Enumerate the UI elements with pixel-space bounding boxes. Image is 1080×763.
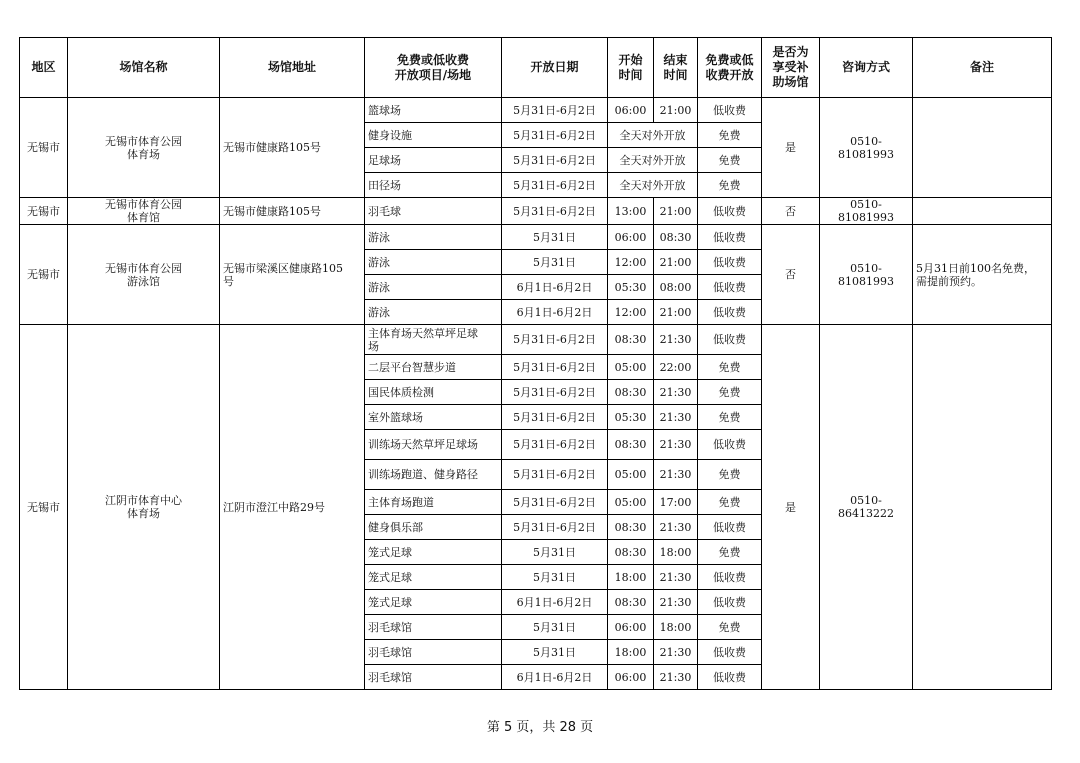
fee-mode-cell: 免费 bbox=[698, 460, 762, 490]
start-time-cell: 06:00 bbox=[608, 615, 654, 640]
item-cell: 主体育场天然草坪足球 场 bbox=[365, 325, 502, 355]
venue-table bbox=[19, 37, 1052, 690]
fee-mode-cell: 低收费 bbox=[698, 198, 762, 225]
date-cell: 5月31日-6月2日 bbox=[502, 430, 608, 460]
item-cell: 游泳 bbox=[365, 250, 502, 275]
date-cell: 5月31日 bbox=[502, 615, 608, 640]
date-cell: 5月31日 bbox=[502, 225, 608, 250]
table-row bbox=[20, 198, 1052, 225]
header-row bbox=[20, 38, 1052, 98]
header-date: 开放日期 bbox=[502, 38, 608, 98]
contact-cell: 0510-81081993 bbox=[820, 225, 913, 325]
fee-mode-cell: 免费 bbox=[698, 405, 762, 430]
contact-cell: 0510-81081993 bbox=[820, 198, 913, 225]
end-time-cell: 21:30 bbox=[654, 380, 698, 405]
header-region: 地区 bbox=[20, 38, 68, 98]
venue-name-cell: 江阴市体育中心 体育场 bbox=[68, 325, 220, 690]
fee-mode-cell: 免费 bbox=[698, 380, 762, 405]
venue-address-cell: 无锡市健康路105号 bbox=[220, 198, 365, 225]
item-cell: 室外篮球场 bbox=[365, 405, 502, 430]
end-time-cell: 21:00 bbox=[654, 250, 698, 275]
venue-address-cell: 无锡市健康路105号 bbox=[220, 98, 365, 198]
date-cell: 6月1日-6月2日 bbox=[502, 300, 608, 325]
end-time-cell: 21:30 bbox=[654, 665, 698, 690]
fee-mode-cell: 免费 bbox=[698, 148, 762, 173]
header-end: 结束 时间 bbox=[654, 38, 698, 98]
fee-mode-cell: 低收费 bbox=[698, 325, 762, 355]
date-cell: 5月31日 bbox=[502, 565, 608, 590]
end-time-cell: 22:00 bbox=[654, 355, 698, 380]
page-footer bbox=[0, 716, 1080, 735]
header-venue: 场馆名称 bbox=[68, 38, 220, 98]
item-cell: 国民体质检测 bbox=[365, 380, 502, 405]
fee-mode-cell: 低收费 bbox=[698, 250, 762, 275]
end-time-cell: 21:30 bbox=[654, 460, 698, 490]
date-cell: 5月31日-6月2日 bbox=[502, 490, 608, 515]
date-cell: 5月31日 bbox=[502, 250, 608, 275]
table-body bbox=[20, 98, 1052, 690]
fee-mode-cell: 免费 bbox=[698, 490, 762, 515]
item-cell: 羽毛球 bbox=[365, 198, 502, 225]
item-cell: 羽毛球馆 bbox=[365, 665, 502, 690]
start-time-cell: 05:00 bbox=[608, 490, 654, 515]
page-number: 第 5 页，共 28 页 bbox=[486, 720, 594, 735]
date-cell: 5月31日-6月2日 bbox=[502, 405, 608, 430]
item-cell: 笼式足球 bbox=[365, 590, 502, 615]
fee-mode-cell: 免费 bbox=[698, 123, 762, 148]
fee-mode-cell: 免费 bbox=[698, 615, 762, 640]
end-time-cell: 21:30 bbox=[654, 565, 698, 590]
venue-name-cell: 无锡市体育公园 体育馆 bbox=[68, 198, 220, 225]
header-note: 备注 bbox=[913, 38, 1052, 98]
note-cell bbox=[913, 325, 1052, 690]
subsidized-cell: 是 bbox=[762, 98, 820, 198]
item-cell: 游泳 bbox=[365, 300, 502, 325]
header-subsidized: 是否为 享受补 助场馆 bbox=[762, 38, 820, 98]
date-cell: 5月31日-6月2日 bbox=[502, 515, 608, 540]
header-start: 开始 时间 bbox=[608, 38, 654, 98]
start-time-cell: 12:00 bbox=[608, 250, 654, 275]
start-time-cell: 05:30 bbox=[608, 405, 654, 430]
start-time-cell: 08:30 bbox=[608, 590, 654, 615]
end-time-cell: 21:30 bbox=[654, 515, 698, 540]
fee-mode-cell: 低收费 bbox=[698, 565, 762, 590]
table-row bbox=[20, 225, 1052, 250]
item-cell: 游泳 bbox=[365, 275, 502, 300]
note-cell bbox=[913, 198, 1052, 225]
header-mode: 免费或低 收费开放 bbox=[698, 38, 762, 98]
item-cell: 笼式足球 bbox=[365, 565, 502, 590]
date-cell: 5月31日-6月2日 bbox=[502, 460, 608, 490]
start-time-cell: 08:30 bbox=[608, 380, 654, 405]
start-time-cell: 08:30 bbox=[608, 325, 654, 355]
fee-mode-cell: 低收费 bbox=[698, 665, 762, 690]
end-time-cell: 21:30 bbox=[654, 430, 698, 460]
fee-mode-cell: 免费 bbox=[698, 540, 762, 565]
end-time-cell: 21:30 bbox=[654, 590, 698, 615]
note-cell bbox=[913, 98, 1052, 198]
end-time-cell: 18:00 bbox=[654, 615, 698, 640]
venue-name-cell: 无锡市体育公园 体育场 bbox=[68, 98, 220, 198]
date-cell: 5月31日-6月2日 bbox=[502, 355, 608, 380]
end-time-cell: 08:30 bbox=[654, 225, 698, 250]
date-cell: 5月31日-6月2日 bbox=[502, 173, 608, 198]
item-cell: 二层平台智慧步道 bbox=[365, 355, 502, 380]
subsidized-cell: 否 bbox=[762, 198, 820, 225]
fee-mode-cell: 低收费 bbox=[698, 590, 762, 615]
item-cell: 篮球场 bbox=[365, 98, 502, 123]
contact-cell: 0510-86413222 bbox=[820, 325, 913, 690]
header-item: 免费或低收费 开放项目/场地 bbox=[365, 38, 502, 98]
venue-name-cell: 无锡市体育公园 游泳馆 bbox=[68, 225, 220, 325]
region-cell: 无锡市 bbox=[20, 98, 68, 198]
end-time-cell: 21:30 bbox=[654, 405, 698, 430]
fee-mode-cell: 低收费 bbox=[698, 515, 762, 540]
start-time-cell: 13:00 bbox=[608, 198, 654, 225]
end-time-cell: 21:30 bbox=[654, 325, 698, 355]
date-cell: 5月31日-6月2日 bbox=[502, 380, 608, 405]
start-time-cell: 05:00 bbox=[608, 460, 654, 490]
open-all-day-cell: 全天对外开放 bbox=[608, 173, 698, 198]
date-cell: 5月31日 bbox=[502, 640, 608, 665]
fee-mode-cell: 低收费 bbox=[698, 430, 762, 460]
fee-mode-cell: 低收费 bbox=[698, 225, 762, 250]
end-time-cell: 08:00 bbox=[654, 275, 698, 300]
date-cell: 5月31日-6月2日 bbox=[502, 123, 608, 148]
fee-mode-cell: 低收费 bbox=[698, 275, 762, 300]
start-time-cell: 06:00 bbox=[608, 225, 654, 250]
item-cell: 笼式足球 bbox=[365, 540, 502, 565]
end-time-cell: 21:00 bbox=[654, 198, 698, 225]
date-cell: 5月31日 bbox=[502, 540, 608, 565]
item-cell: 羽毛球馆 bbox=[365, 640, 502, 665]
start-time-cell: 12:00 bbox=[608, 300, 654, 325]
subsidized-cell: 否 bbox=[762, 225, 820, 325]
header-address: 场馆地址 bbox=[220, 38, 365, 98]
note-cell: 5月31日前100名免费， 需提前预约。 bbox=[913, 225, 1052, 325]
fee-mode-cell: 免费 bbox=[698, 173, 762, 198]
open-all-day-cell: 全天对外开放 bbox=[608, 123, 698, 148]
start-time-cell: 08:30 bbox=[608, 540, 654, 565]
date-cell: 5月31日-6月2日 bbox=[502, 198, 608, 225]
contact-cell: 0510-81081993 bbox=[820, 98, 913, 198]
item-cell: 主体育场跑道 bbox=[365, 490, 502, 515]
item-cell: 田径场 bbox=[365, 173, 502, 198]
start-time-cell: 06:00 bbox=[608, 98, 654, 123]
end-time-cell: 21:00 bbox=[654, 98, 698, 123]
date-cell: 6月1日-6月2日 bbox=[502, 275, 608, 300]
start-time-cell: 05:00 bbox=[608, 355, 654, 380]
fee-mode-cell: 低收费 bbox=[698, 640, 762, 665]
end-time-cell: 21:30 bbox=[654, 640, 698, 665]
venue-address-cell: 无锡市梁溪区健康路105 号 bbox=[220, 225, 365, 325]
fee-mode-cell: 免费 bbox=[698, 355, 762, 380]
date-cell: 5月31日-6月2日 bbox=[502, 148, 608, 173]
end-time-cell: 17:00 bbox=[654, 490, 698, 515]
region-cell: 无锡市 bbox=[20, 225, 68, 325]
open-all-day-cell: 全天对外开放 bbox=[608, 148, 698, 173]
start-time-cell: 08:30 bbox=[608, 515, 654, 540]
date-cell: 5月31日-6月2日 bbox=[502, 325, 608, 355]
end-time-cell: 18:00 bbox=[654, 540, 698, 565]
start-time-cell: 18:00 bbox=[608, 565, 654, 590]
fee-mode-cell: 低收费 bbox=[698, 98, 762, 123]
item-cell: 训练场天然草坪足球场 bbox=[365, 430, 502, 460]
header-contact: 咨询方式 bbox=[820, 38, 913, 98]
start-time-cell: 08:30 bbox=[608, 430, 654, 460]
fee-mode-cell: 低收费 bbox=[698, 300, 762, 325]
region-cell: 无锡市 bbox=[20, 198, 68, 225]
start-time-cell: 05:30 bbox=[608, 275, 654, 300]
start-time-cell: 06:00 bbox=[608, 665, 654, 690]
item-cell: 健身俱乐部 bbox=[365, 515, 502, 540]
date-cell: 6月1日-6月2日 bbox=[502, 590, 608, 615]
item-cell: 健身设施 bbox=[365, 123, 502, 148]
item-cell: 游泳 bbox=[365, 225, 502, 250]
venue-address-cell: 江阴市澄江中路29号 bbox=[220, 325, 365, 690]
region-cell: 无锡市 bbox=[20, 325, 68, 690]
subsidized-cell: 是 bbox=[762, 325, 820, 690]
date-cell: 5月31日-6月2日 bbox=[502, 98, 608, 123]
date-cell: 6月1日-6月2日 bbox=[502, 665, 608, 690]
end-time-cell: 21:00 bbox=[654, 300, 698, 325]
start-time-cell: 18:00 bbox=[608, 640, 654, 665]
item-cell: 足球场 bbox=[365, 148, 502, 173]
table-row bbox=[20, 98, 1052, 123]
item-cell: 羽毛球馆 bbox=[365, 615, 502, 640]
item-cell: 训练场跑道、健身路径 bbox=[365, 460, 502, 490]
table-row bbox=[20, 325, 1052, 355]
